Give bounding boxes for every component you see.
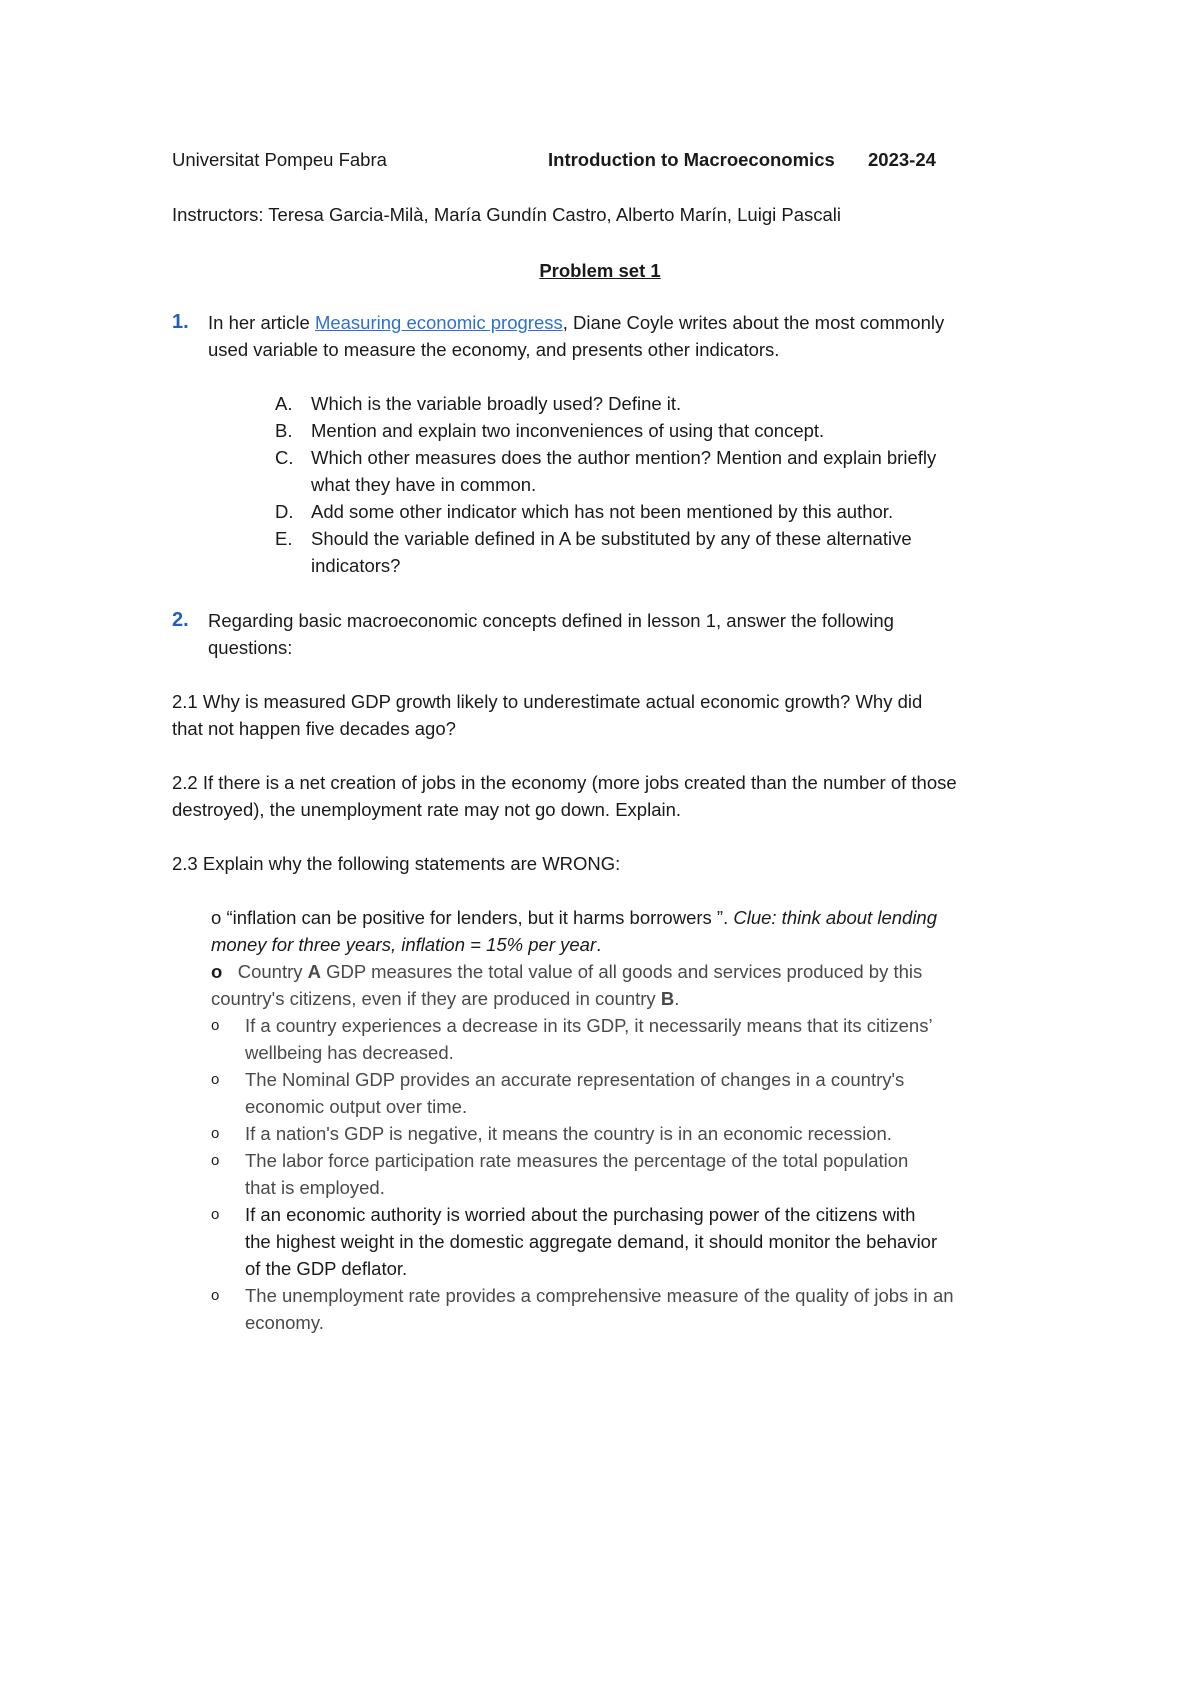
item-text: Should the variable defined in A be substituted by any of these alternative xyxy=(311,528,912,549)
item-text: Which is the variable broadly used? Define it. xyxy=(311,393,682,414)
question-2-1: 2.1 Why is measured GDP growth likely to underestimate actual economic growth? Why did xyxy=(172,691,923,712)
item-letter: A. xyxy=(275,393,293,414)
statement-text: economic output over time. xyxy=(245,1096,468,1117)
bullet: o xyxy=(211,1206,220,1223)
statement-text: The labor force participation rate measures the percentage of the total population xyxy=(245,1150,909,1171)
question-1-intro-line2: used variable to measure the economy, and presents other indicators. xyxy=(208,339,780,360)
statement-text: the highest weight in the domestic aggregate demand, it should monitor the behavior xyxy=(245,1231,938,1252)
clue-text: Clue: think about lending xyxy=(733,907,938,928)
statement-1-text: “inflation can be positive for lenders, but it harms borrowers ”. xyxy=(226,907,734,928)
statement-2-line2-text: country's citizens, even if they are produced in country xyxy=(211,988,661,1009)
question-2-3: 2.3 Explain why the following statements are WRONG: xyxy=(172,853,621,874)
statement-text: economy. xyxy=(245,1312,324,1333)
statement-text: If an economic authority is worried about the purchasing power of the citizens with xyxy=(245,1204,916,1225)
bullet: o xyxy=(211,1071,220,1088)
question-1-intro-start: In her article xyxy=(208,312,315,333)
page-title: Problem set 1 xyxy=(539,260,661,281)
item-letter: E. xyxy=(275,528,293,549)
statement-1 xyxy=(211,904,937,931)
bullet: o xyxy=(211,961,223,982)
statement-text: The Nominal GDP provides an accurate representation of changes in a country's xyxy=(245,1069,905,1090)
question-1-intro xyxy=(208,309,944,336)
item-letter: B. xyxy=(275,420,293,441)
statement-2-text: Country xyxy=(237,961,308,982)
statement-text: of the GDP deflator. xyxy=(245,1258,408,1279)
clue-end: . xyxy=(596,934,602,955)
item-text: Mention and explain two inconveniences of using that concept. xyxy=(311,420,825,441)
bullet: o xyxy=(211,907,222,928)
item-text: Which other measures does the author mention? Mention and explain briefly xyxy=(311,447,937,468)
question-2-1-line2: that not happen five decades ago? xyxy=(172,718,456,739)
question-2-2: 2.2 If there is a net creation of jobs in the economy (more jobs created than the number of those xyxy=(172,772,957,793)
article-link[interactable]: Measuring economic progress xyxy=(314,312,563,333)
statement-text: that is employed. xyxy=(245,1177,385,1198)
bullet: o xyxy=(211,1287,220,1304)
statement-2 xyxy=(211,958,922,985)
statement-2-text-b: GDP measures the total value of all goods and services produced by this xyxy=(321,961,923,982)
question-2-intro-line2: questions: xyxy=(208,637,293,658)
question-1-number: 1. xyxy=(172,311,189,333)
item-letter: D. xyxy=(275,501,294,522)
clue-text-cont: money for three years, inflation = 15% per year xyxy=(211,934,597,955)
statement-1-line2 xyxy=(211,931,601,958)
statement-2-line2 xyxy=(211,985,679,1012)
question-2-intro: Regarding basic macroeconomic concepts defined in lesson 1, answer the following xyxy=(208,610,894,631)
country-a: A xyxy=(307,961,322,982)
item-text: what they have in common. xyxy=(311,474,537,495)
question-2-number: 2. xyxy=(172,609,189,631)
question-1-intro-end: , Diane Coyle writes about the most commonly xyxy=(562,312,945,333)
university-name: Universitat Pompeu Fabra xyxy=(172,149,387,170)
statement-2-end: . xyxy=(674,988,680,1009)
item-letter: C. xyxy=(275,447,294,468)
statement-text: If a country experiences a decrease in its GDP, it necessarily means that its citizens’ xyxy=(245,1015,933,1036)
question-2-2-line2: destroyed), the unemployment rate may not go down. Explain. xyxy=(172,799,682,820)
course-title: Introduction to Macroeconomics xyxy=(548,149,835,170)
country-b: B xyxy=(660,988,675,1009)
item-text: Add some other indicator which has not been mentioned by this author. xyxy=(311,501,894,522)
course-year: 2023-24 xyxy=(868,149,936,170)
bullet: o xyxy=(211,1152,220,1169)
statement-text: If a nation's GDP is negative, it means the country is in an economic recession. xyxy=(245,1123,892,1144)
instructors-line: Instructors: Teresa Garcia-Milà, María Gundín Castro, Alberto Marín, Luigi Pascali xyxy=(172,204,842,225)
statement-text: wellbeing has decreased. xyxy=(245,1042,454,1063)
bullet: o xyxy=(211,1017,220,1034)
item-text: indicators? xyxy=(311,555,401,576)
bullet: o xyxy=(211,1125,220,1142)
statement-text: The unemployment rate provides a comprehensive measure of the quality of jobs in an xyxy=(245,1285,954,1306)
